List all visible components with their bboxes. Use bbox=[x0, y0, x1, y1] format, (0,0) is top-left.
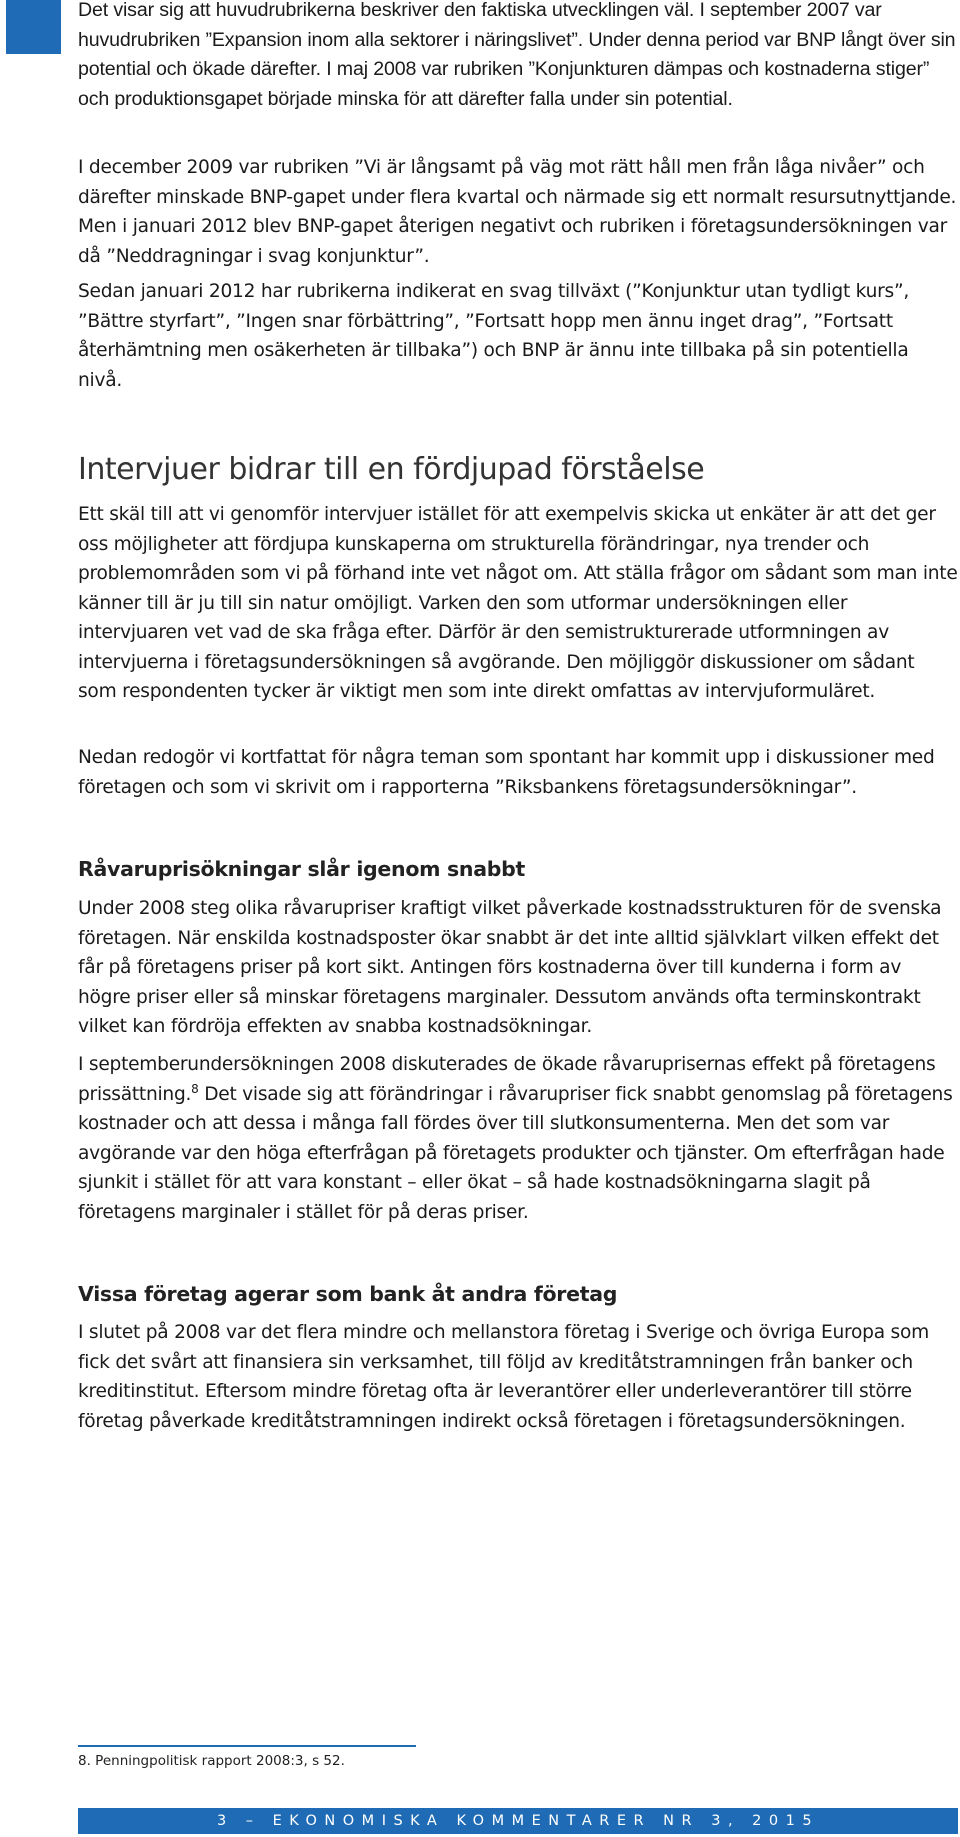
paragraph: Nedan redogör vi kortfattat för några teman som spontant har kommit upp i diskussioner med företagen och som vi skrivit om i rapporterna ”Riksbankens företagsundersökningar”. bbox=[78, 747, 935, 798]
paragraph-block bbox=[78, 743, 958, 814]
footer-text: 3 – EKONOMISKA KOMMENTARER NR 3, 2015 bbox=[216, 1813, 820, 1829]
paragraph: I slutet på 2008 var det flera mindre och mellanstora företag i Sverige och övriga Europa som fick det svårt att finansiera sin verksamhet, till följd av kreditåtstramningen från banker och kreditinstitut. Eftersom mindre företag ofta är leverantörer eller underleverantörer till större företag påverkade kreditåtstramningen indirekt också företagen i företagsundersökningen. bbox=[78, 1322, 929, 1432]
paragraph-block bbox=[78, 894, 958, 1054]
paragraph-block bbox=[78, 277, 958, 407]
page-footer bbox=[78, 1808, 958, 1834]
paragraph: Sedan januari 2012 har rubrikerna indikerat en svag tillväxt (”Konjunktur utan tydligt kurs”, ”Bättre styrfart”, ”Ingen snar förbättring”, ”Fortsatt hopp men ännu inget drag”, ”Fortsatt återhämtning men osäkerheten är tillbaka”) och BNP är ännu inte tillbaka på sin potentiella nivå. bbox=[78, 281, 910, 391]
paragraph: Det visar sig att huvudrubrikerna beskriver den faktiska utvecklingen väl. I september 2007 var huvudrubriken ”Expansion inom alla sektorer i näringslivet”. Under denna period var BNP långt över sin potential och ökade därefter. I maj 2008 var rubriken ”Konjunkturen dämpas och kostnaderna stiger” och produktionsgapet började minska för att därefter falla under sin potential. bbox=[78, 0, 956, 110]
intro-text bbox=[78, 0, 958, 126]
footnote-divider bbox=[78, 1745, 416, 1747]
section-heading: Intervjuer bidrar till en fördjupad förståelse bbox=[78, 452, 705, 487]
text-span: Det visade sig att förändringar i råvarupriser fick snabbt genomslag på företagens kostnader och att dessa i många fall fördes över till slutkonsumenterna. Men det som var avgörande var den höga efterfrågan på företagets produkter och tjänster. Om efterfrågan hade sjunkit i stället för att vara konstant – eller ökat – så hade kostnadsökningarna slagit på företagens marginaler i stället för på deras priser. bbox=[78, 1083, 953, 1223]
paragraph-block bbox=[78, 500, 958, 719]
footnote: 8. Penningpolitisk rapport 2008:3, s 52. bbox=[78, 1753, 345, 1769]
corner-decoration bbox=[6, 0, 61, 54]
paragraph: Ett skäl till att vi genomför intervjuer istället för att exempelvis skicka ut enkäter är att det ger oss möjligheter att fördjupa kunskaperna om strukturella förändringar, nya trender och problemområden som vi på förhand inte vet något om. Att ställa frågor om sådant som man inte känner till är ju till sin natur omöjligt. Varken den som utformar undersökningen eller intervjuaren vet vad de ska fråga efter. Därför är den semistrukturerade utformningen av intervjuerna i företagsundersökningen så avgörande. Den möjliggör diskussioner om sådant som respondenten tycker är viktigt men som inte direkt omfattas av intervjuformuläret. bbox=[78, 504, 958, 702]
footnote-ref[interactable]: 8 bbox=[191, 1081, 199, 1096]
paragraph-block bbox=[78, 153, 958, 283]
paragraph: Under 2008 steg olika råvarupriser kraftigt vilket påverkade kostnadsstrukturen för de svenska företagen. När enskilda kostnadsposter ökar snabbt är det inte alltid självklart vilken effekt det får på företagens priser på kort sikt. Antingen förs kostnaderna över till kunderna i form av högre priser eller så minskar företagens marginaler. Dessutom används ofta terminskontrakt vilket kan fördröja effekten av snabba kostnadsökningar. bbox=[78, 898, 942, 1037]
subsection-heading: Råvaruprisökningar slår igenom snabbt bbox=[78, 857, 525, 881]
paragraph bbox=[78, 1050, 958, 1227]
paragraph: I december 2009 var rubriken ”Vi är långsamt på väg mot rätt håll men från låga nivåer” och därefter minskade BNP-gapet under flera kvartal och närmade sig ett normalt resursutnyttjande. Men i januari 2012 blev BNP-gapet återigen negativt och rubriken i företagsundersökningen var då ”Neddragningar i svag konjunktur”. bbox=[78, 157, 957, 267]
paragraph-block bbox=[78, 1050, 958, 1239]
text-span: I septemberundersökningen 2008 diskuterades de ökade råvaruprisernas effekt på företagens prissättning. bbox=[78, 1054, 936, 1105]
paragraph-block bbox=[78, 1318, 958, 1448]
subsection-heading: Vissa företag agerar som bank åt andra företag bbox=[78, 1282, 618, 1306]
